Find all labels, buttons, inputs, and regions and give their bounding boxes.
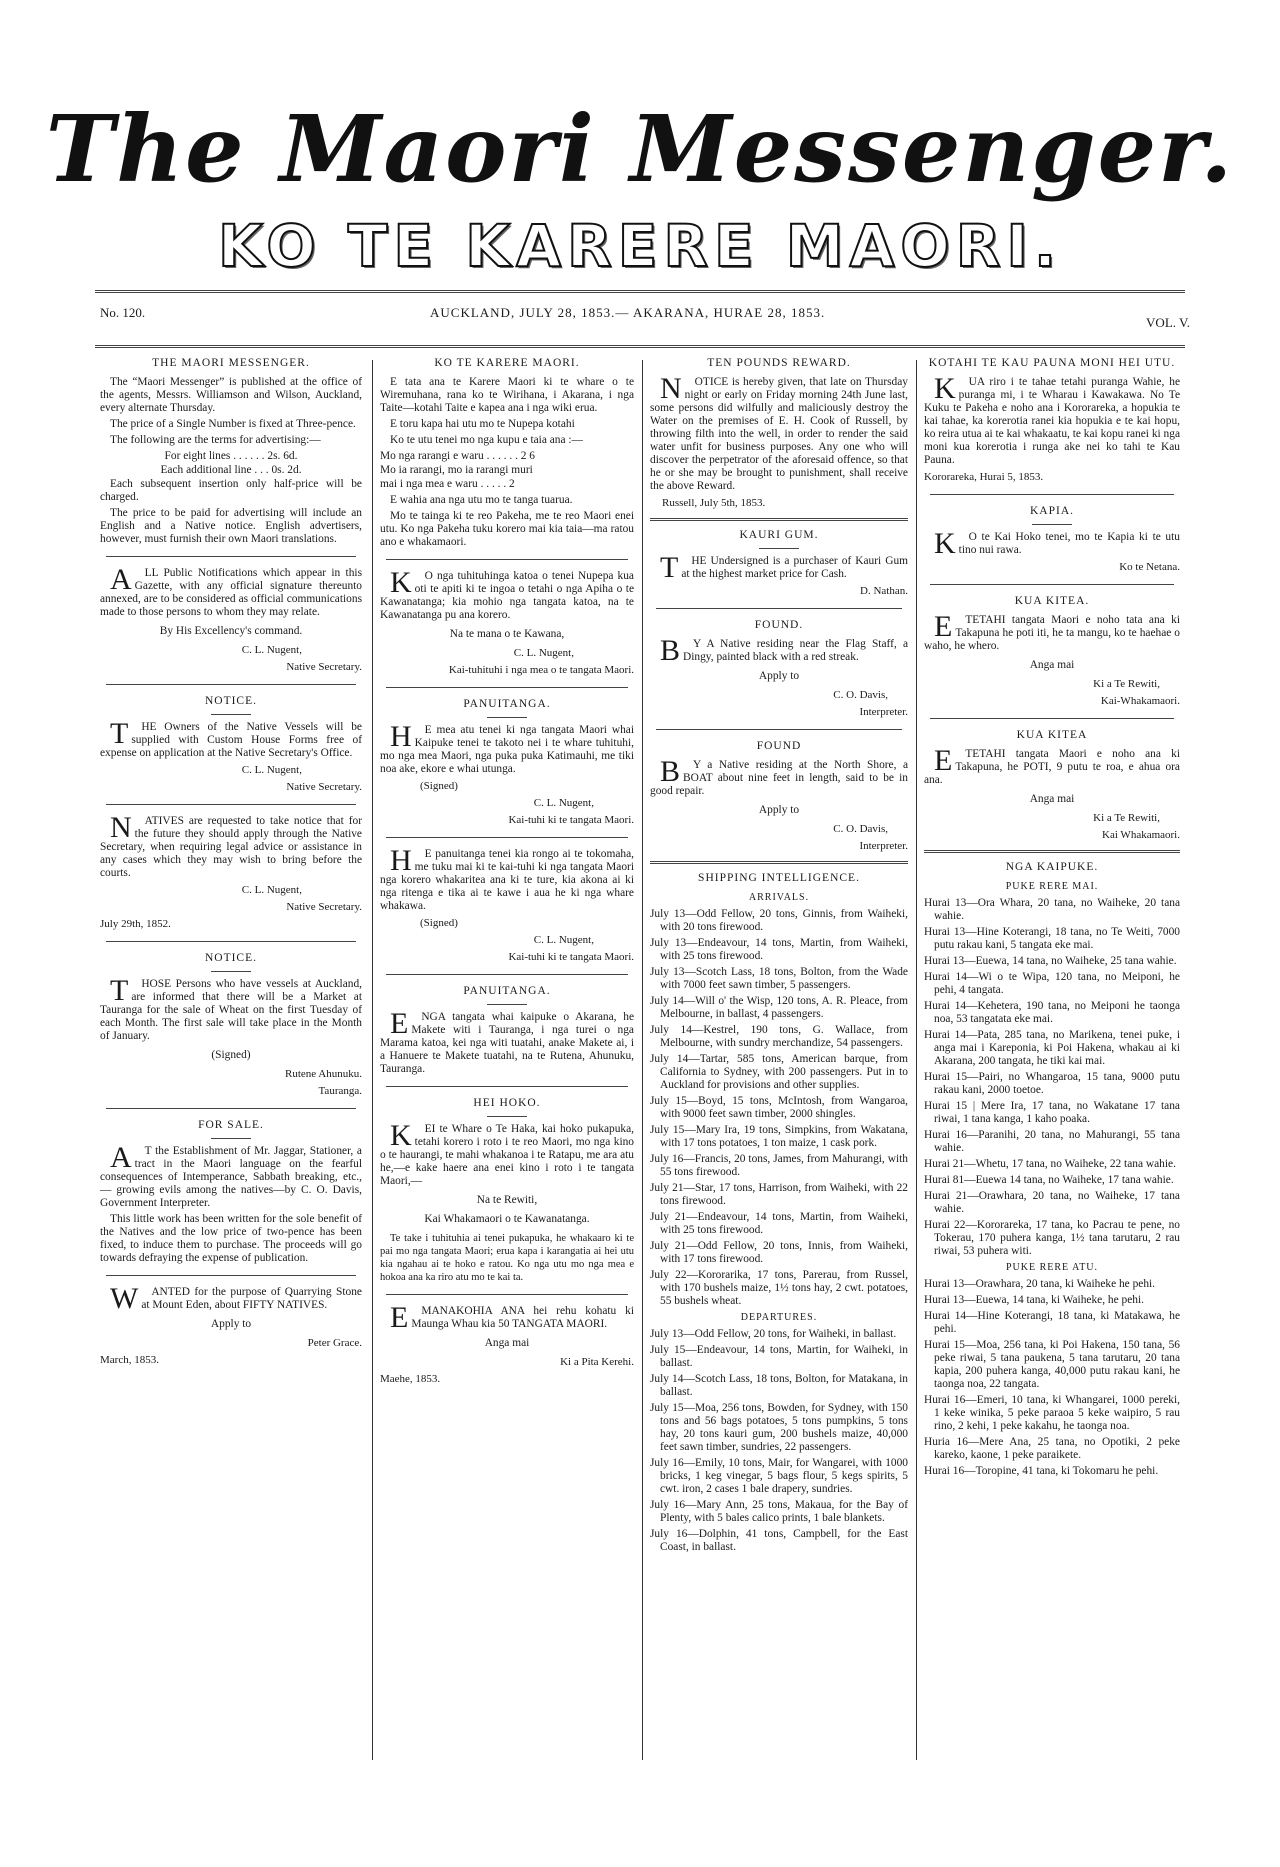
separator <box>386 1086 628 1087</box>
paragraph: This little work has been written for the sole benefit of the Natives and the low price of two-pence has been fixed, to induce them to purchase. The proceeds will go towards defraying the expense of publication. <box>100 1213 362 1264</box>
paragraph: ALL Public Notifications which appear in this Gazette, with any official signature thereunto annexed, are to be considered as official communications made to those persons to whom they may relate. <box>100 563 362 618</box>
heading: TEN POUNDS REWARD. <box>707 357 851 369</box>
heading: PANUITANGA. <box>463 698 551 710</box>
paragraph: The price to be paid for advertising will include an English and a Native notice. English advertisers, however, must furnish their own Maori translations. <box>100 507 362 545</box>
short-rule <box>211 714 251 715</box>
list-item: July 14—Kestrel, 190 tons, G. Wallace, from Melbourne, with sundry merchandize, 54 passengers. <box>650 1024 908 1049</box>
list-item: Hurai 13—Orawhara, 20 tana, ki Waiheke he pehi. <box>924 1278 1156 1290</box>
signature-title: Interpreter. <box>859 840 908 852</box>
list-item: July 16—Mary Ann, 25 tons, Makaua, for the Bay of Plenty, with 5 bales calico prints, 1 bale blankets. <box>650 1499 908 1524</box>
paragraph: AT the Establishment of Mr. Jaggar, Stationer, a tract in the Maori language on the fearful consequences of Intemperance, Sabbath breaking, etc., — growing evils among the natives—by C. O. Davis, Government Interpreter. <box>100 1141 362 1209</box>
signature: Ki a Te Rewiti, <box>1093 678 1160 690</box>
list-item: Hurai 16—Emeri, 10 tana, ki Whangarei, 1000 pereki, 1 keke winika, 5 peke paraoa 5 keke waipiro, 5 rau rino, 2 kehi, 1 peke kakahu, he taonga noa. <box>924 1394 1180 1432</box>
apply-label: Anga mai <box>1029 659 1075 671</box>
column-divider <box>916 360 917 1760</box>
list-item: July 21—Odd Fellow, 20 tons, Innis, from Waiheki, with 17 tons firewood. <box>650 1240 908 1265</box>
separator <box>106 556 356 557</box>
heading: NOTICE. <box>204 695 258 707</box>
list-item: July 22—Kororarika, 17 tons, Parerau, from Russel, with 170 bushels maize, 1½ tons hay, 2 cwt. potatoes, 55 bushels wheat. <box>650 1269 908 1307</box>
paragraph: E wahia ana nga utu mo te tanga tuarua. <box>390 494 573 506</box>
heading: FOUND. <box>754 619 804 631</box>
separator <box>650 861 908 864</box>
column-2 <box>380 355 634 1857</box>
column-4 <box>924 355 1180 1857</box>
paragraph: The following are the terms for advertising:— <box>110 434 321 446</box>
list-item: Hurai 15—Pairi, no Whangaroa, 15 tana, 9000 putu rakau kani, 2000 toetoe. <box>924 1071 1180 1096</box>
paragraph: NATIVES are requested to take notice that for the future they should apply through the Native Secretary, when requiring legal advice or assistance in any cases which they may wish to bring before the courts. <box>100 811 362 879</box>
masthead-rule <box>95 290 1185 293</box>
issue-date: AUCKLAND, JULY 28, 1853.— AKARANA, HURAE 28, 1853. <box>430 305 826 320</box>
arrivals-list <box>924 897 1180 1258</box>
heading: KOTAHI TE KAU PAUNA MONI HEI UTU. <box>928 357 1176 369</box>
signature: Rutene Ahunuku. <box>285 1068 362 1080</box>
list-item: July 13—Scotch Lass, 18 tons, Bolton, from the Wade with 7000 feet sawn timber, 5 passengers. <box>650 966 908 991</box>
separator <box>924 850 1180 853</box>
list-item: Hurai 14—Pata, 285 tana, no Marikena, tenei puke, i anga mai i Kareponia, ki Poi Hakena, whakau ai ki Akarana, 200 tangata, he tiki kai mai. <box>924 1029 1180 1067</box>
separator <box>656 608 902 609</box>
separator <box>106 1108 356 1109</box>
signature: Peter Grace. <box>307 1337 362 1349</box>
paragraph: KO te Kai Hoko tenei, mo te Kapia ki te utu tino nui rawa. <box>934 527 1180 560</box>
signed-label: (Signed) <box>420 917 458 929</box>
short-rule <box>759 548 799 549</box>
date-line: Russell, July 5th, 1853. <box>662 497 766 509</box>
heading: KUA KITEA <box>1016 729 1088 741</box>
list-item: July 15—Endeavour, 14 tons, Martin, for Waiheki, in ballast. <box>650 1344 908 1369</box>
masthead-subtitle: KO TE KARERE MAORI. <box>218 212 1062 280</box>
date-line: July 29th, 1852. <box>100 918 171 930</box>
paragraph: KUA riro i te tahae tetahi puranga Wahie, he puranga mi, i te Wharau i Kawakawa. No Te Kuku te Pakeha e noho ana i Kororareka, a hopukia te kai tahae, ka korerotia ranei kia hopukia e te kai hopu, ko reira utua ai te kai whakaatu, te kai kopu ranei ki nga moni kua korerotia i runga ake nei ko tahi te Kau Pauna. <box>924 372 1180 466</box>
apply-label: Apply to <box>210 1318 252 1330</box>
list-item: July 14—Will o' the Wisp, 120 tons, A. R. Pleace, from Melbourne, in ballast, 4 passengers. <box>650 995 908 1020</box>
heading: FOR SALE. <box>198 1119 264 1131</box>
signature-title: Kai-tuhi ki te tangata Maori. <box>508 814 634 826</box>
volume-number: VOL. V. <box>1146 315 1190 330</box>
heading: NOTICE. <box>204 952 258 964</box>
heading: HEI HOKO. <box>473 1097 541 1109</box>
short-rule <box>487 1004 527 1005</box>
list-item: July 13—Endeavour, 14 tons, Martin, from Waiheki, with 25 tons firewood. <box>650 937 908 962</box>
heading: KAURI GUM. <box>739 529 819 541</box>
list-item: July 21—Endeavour, 14 tons, Martin, from Waiheki, with 25 tons firewood. <box>650 1211 908 1236</box>
heading: FOUND <box>756 740 802 752</box>
paragraph: E tata ana te Karere Maori ki te whare o te Wiremuhana, rana ko te Wirihana, i Akarana, i nga Taite—kotahi Taite e kapea ana i nga wiki erua. <box>380 376 634 414</box>
list-item: Hurai 14—Hine Koterangi, 18 tana, ki Matakawa, he pehi. <box>924 1310 1180 1335</box>
subheading: PUKE RERE MAI. <box>1005 881 1099 892</box>
date-line: Kororareka, Hurai 5, 1853. <box>924 471 1044 483</box>
separator <box>930 584 1174 585</box>
separator <box>106 941 356 942</box>
separator <box>386 837 628 838</box>
short-rule <box>1032 524 1072 525</box>
column-1 <box>100 355 362 1857</box>
departures-list <box>924 1278 1180 1478</box>
separator <box>106 684 356 685</box>
paragraph: HE mea atu tenei ki nga tangata Maori whai Kaipuke tenei te takoto nei i te whare tuhituhi, mo nga mea Maori, nga puka puka Katimauhi, me tiki noa ake, ekore e whai utunga. <box>380 720 634 775</box>
signature: Ki a Pita Kerehi. <box>560 1356 634 1368</box>
list-item: Hurai 14—Wi o te Wipa, 120 tana, no Meiponi, he pehi, 4 tangata. <box>924 971 1180 996</box>
paragraph: KO nga tuhituhinga katoa o tenei Nupepa kua oti te apiti ki te ingoa o tetahi o nga Apiha o te Kawanatanga; kia mohio nga tangata katoa, na te Kawanatanga pu ana korero. <box>380 566 634 621</box>
command-line: Na te mana o te Kawana, <box>449 628 565 640</box>
paragraph: ETETAHI tangata Maori e noho tata ana ki Takapuna he poti iti, he ta mangu, ko te haehae o waho, he whero. <box>924 610 1180 652</box>
list-item: July 13—Odd Fellow, 20 tons, for Waiheki, in ballast. <box>650 1328 897 1340</box>
list-item: July 21—Star, 17 tons, Harrison, from Waiheki, with 22 tons firewood. <box>650 1182 908 1207</box>
list-item: July 13—Odd Fellow, 20 tons, Ginnis, from Waiheki, with 20 tons firewood. <box>650 908 908 933</box>
paragraph: ENGA tangata whai kaipuke o Akarana, he Makete witi i Tauranga, i nga turei o nga Marama katoa, kei nga witi tuatahi, anake Makete ai, i a Hanuere te Makete tuatahi, na te Rutena, Ahunuku, Tauranga. <box>380 1007 634 1075</box>
arrivals-list <box>650 908 908 1308</box>
separator <box>930 718 1174 719</box>
heading: PANUITANGA. <box>463 985 551 997</box>
heading: SHIPPING INTELLIGENCE. <box>698 872 860 884</box>
list-item: Hurai 13—Hine Koterangi, 18 tana, no Te Weiti, 7000 putu rakau kani, 5 tangata eke mai. <box>924 926 1180 951</box>
list-item: Hurai 21—Whetu, 17 tana, no Waiheke, 22 tana wahie. <box>924 1158 1176 1170</box>
list-item: July 15—Moa, 256 tons, Bowden, for Sydney, with 150 tons and 56 bags potatoes, 5 tons pumpkins, 5 tons hay, 20 tons kauri gum, 200 bushels maize, 40,000 feet sawn timber, sundries, 22 passengers. <box>650 1402 908 1453</box>
signature: C. L. Nugent, <box>241 764 302 776</box>
list-item: Hurai 15—Moa, 256 tana, ki Poi Hakena, 150 tana, 56 peke riwai, 5 tana paukena, 5 tana tarutaru, 20 tana kapia, 200 puhera kanga, 40,000 putu rakau kani, he taonga noa, 22 tangata. <box>924 1339 1180 1390</box>
signature-title: Native Secretary. <box>286 781 362 793</box>
separator <box>656 729 902 730</box>
command-line: By His Excellency's command. <box>159 625 303 637</box>
signature-title: Native Secretary. <box>286 661 362 673</box>
paragraph: NOTICE is hereby given, that late on Thursday night or early on Friday morning 24th June last, some persons did wilfully and maliciously destroy the Water on the premises of E. H. Cook of Russell, by throwing filth into the well, in order to render the said water unfit for business purposes. Any one who will discover the perpetrator of the aforesaid offence, so that he or she may be brought to punishment, shall receive the above Reward. <box>650 372 908 492</box>
list-item: Huria 16—Mere Ana, 25 tana, no Opotiki, 2 peke kareko, kaone, 1 peke paraikete. <box>924 1436 1180 1461</box>
paragraph: BY a Native residing at the North Shore, a BOAT about nine feet in length, said to be in good repair. <box>650 755 908 797</box>
signed-label: (Signed) <box>211 1049 251 1061</box>
separator <box>650 518 908 521</box>
heading: NGA KAIPUKE. <box>1005 861 1099 873</box>
heading: KO TE KARERE MAORI. <box>434 357 580 369</box>
subheading: ARRIVALS. <box>748 892 810 903</box>
separator <box>386 974 628 975</box>
paragraph: THOSE Persons who have vessels at Auckland, are informed that there will be a Market at Tauranga for the sale of Wheat on the first Tuesday of each Month. The first sale will take place in the Month of January. <box>100 974 362 1042</box>
list-item: Hurai 13—Euewa, 14 tana, ki Waiheke, he pehi. <box>924 1294 1144 1306</box>
paragraph: HE panuitanga tenei kia rongo ai te tokomaha, me tuku mai ki te kai-tuhi ki nga tangata Maori nga korero whakaritea ana ki te ture, kia akona ai ki nga ritenga e tika ai te kawe i aua he ki nga whare whakawa. <box>380 844 634 912</box>
signature: Ko te Netana. <box>1119 561 1180 573</box>
signature: D. Nathan. <box>860 585 908 597</box>
signature: C. L. Nugent, <box>533 797 594 809</box>
signature-title: Kai Whakamaori o te Kawanatanga. <box>424 1213 590 1225</box>
signature: C. O. Davis, <box>833 689 888 701</box>
list-item: Hurai 21—Orawhara, 20 tana, no Waiheke, 17 tana wahie. <box>924 1190 1180 1215</box>
list-item: July 16—Emily, 10 tons, Mair, for Wangarei, with 1000 bricks, 1 keg vinegar, 5 bags flour, 5 kegs spirits, 5 cwt. iron, 2 cases 1 bale drapery, sundries. <box>650 1457 908 1495</box>
masthead-title: The Maori Messenger. <box>45 95 1235 203</box>
departures-list <box>650 1328 908 1554</box>
dateline-rule <box>95 345 1185 348</box>
paragraph: Ko te utu tenei mo nga kupu e taia ana :— <box>390 434 583 446</box>
signature: C. L. Nugent, <box>513 647 574 659</box>
list-item: Hurai 15 | Mere Ira, 17 tana, no Wakatane 17 tana riwai, 1 tana kanga, 1 kaho poaka. <box>924 1100 1180 1125</box>
paragraph: WANTED for the purpose of Quarrying Stone at Mount Eden, about FIFTY NATIVES. <box>110 1282 362 1315</box>
signature-place: Tauranga. <box>318 1085 362 1097</box>
separator <box>106 804 356 805</box>
rate-line: mai i nga mea e waru . . . . . 2 <box>380 478 515 490</box>
signature-title: Kai-tuhi ki te tangata Maori. <box>508 951 634 963</box>
signature-title: Native Secretary. <box>286 901 362 913</box>
separator <box>386 1294 628 1295</box>
paragraph: The price of a Single Number is fixed at Three-pence. <box>110 418 356 430</box>
list-item: July 16—Dolphin, 41 tons, Campbell, for the East Coast, in ballast. <box>650 1528 908 1553</box>
list-item: July 16—Francis, 20 tons, James, from Mahurangi, with 55 tons firewood. <box>650 1153 908 1178</box>
paragraph: EMANAKOHIA ANA hei rehu kohatu ki Maunga Whau kia 50 TANGATA MAORI. <box>390 1301 634 1334</box>
separator <box>106 1275 356 1276</box>
rate-line: Mo ia rarangi, mo ia rarangi muri <box>380 464 533 476</box>
signature-title: Interpreter. <box>859 706 908 718</box>
rate-line: For eight lines . . . . . . 2s. 6d. <box>164 450 298 462</box>
heading: KAPIA. <box>1029 505 1074 517</box>
signed-label: (Signed) <box>420 780 458 792</box>
signature: C. O. Davis, <box>833 823 888 835</box>
list-item: Hurai 16—Toropine, 41 tana, ki Tokomaru he pehi. <box>924 1465 1159 1477</box>
list-item: Hurai 81—Euewa 14 tana, no Waiheke, 17 tana wahie. <box>924 1174 1174 1186</box>
short-rule <box>211 971 251 972</box>
paragraph: BY A Native residing near the Flag Staff, a Dingy, painted black with a red streak. <box>660 634 908 667</box>
column-divider <box>642 360 643 1760</box>
rate-line: Each additional line . . . 0s. 2d. <box>160 464 302 476</box>
paragraph: THE Owners of the Native Vessels will be supplied with Custom House Forms free of expense on application at the Native Secretary's Office. <box>100 717 362 759</box>
date-line: March, 1853. <box>100 1354 159 1366</box>
paragraph: Te take i tuhituhia ai tenei pukapuka, he whakaaro ki te pai mo nga tangata Maori; erua kapa i karangatia ai hei utu kia ngahau ai te hoko e ratou. Ko nga utu mo nga mea e hokoa ana ka riro atu mo te kai ta. <box>380 1233 634 1283</box>
paragraph: THE Undersigned is a purchaser of Kauri Gum at the highest market price for Cash. <box>660 551 908 584</box>
apply-label: Apply to <box>758 670 800 682</box>
signature-title: Kai-Whakamaori. <box>1100 695 1180 707</box>
signature-title: Kai-tuhituhi i nga mea o te tangata Maori. <box>448 664 634 676</box>
apply-label: Apply to <box>758 804 800 816</box>
heading: KUA KITEA. <box>1014 595 1090 607</box>
list-item: Hurai 22—Kororareka, 17 tana, ko Pacrau te pene, no Tokerau, 170 puhera kanga, 1½ tana tarutaru, 2 rau riwai, 53 puhera witi. <box>924 1219 1180 1257</box>
list-item: July 14—Tartar, 585 tons, American barque, from California to Sydney, with 200 passengers. Put in to Auckland for provisions and other supplies. <box>650 1053 908 1091</box>
list-item: Hurai 13—Euewa, 14 tana, no Waiheke, 25 tana wahie. <box>924 955 1177 967</box>
signature: C. L. Nugent, <box>241 884 302 896</box>
paragraph: The “Maori Messenger” is published at the office of the agents, Messrs. Williamson and Wilson, Auckland, every alternate Thursday. <box>100 376 362 414</box>
apply-label: Anga mai <box>484 1337 530 1349</box>
issue-number: No. 120. <box>100 305 146 320</box>
list-item: July 15—Boyd, 15 tons, McIntosh, from Wangaroa, with 9000 feet sawn timber, 2000 shingles. <box>650 1095 908 1120</box>
paragraph: E toru kapa hai utu mo te Nupepa kotahi <box>390 418 575 430</box>
list-item: July 14—Scotch Lass, 18 tons, Bolton, for Matakana, in ballast. <box>650 1373 908 1398</box>
list-item: July 15—Mary Ira, 19 tons, Simpkins, from Wakatana, with 17 tons potatoes, 1 ton maize, 1 cask pork. <box>650 1124 908 1149</box>
short-rule <box>487 1116 527 1117</box>
heading: THE MAORI MESSENGER. <box>152 357 310 369</box>
rate-line: Mo nga rarangi e waru . . . . . . 2 6 <box>380 450 535 462</box>
short-rule <box>487 717 527 718</box>
signature: C. L. Nugent, <box>533 934 594 946</box>
apply-label: Anga mai <box>1029 793 1075 805</box>
date-line: Maehe, 1853. <box>380 1373 441 1385</box>
signature: C. L. Nugent, <box>241 644 302 656</box>
signature: Ki a Te Rewiti, <box>1093 812 1160 824</box>
paragraph: Each subsequent insertion only half-price will be charged. <box>100 478 362 503</box>
separator <box>386 687 628 688</box>
column-divider <box>372 360 373 1760</box>
subheading: DEPARTURES. <box>740 1312 818 1323</box>
separator <box>386 559 628 560</box>
column-3 <box>650 355 908 1857</box>
list-item: Hurai 16—Paranihi, 20 tana, no Mahurangi, 55 tana wahie. <box>924 1129 1180 1154</box>
paragraph: ETETAHI tangata Maori e noho ana ki Takapuna, he POTI, 9 putu te roa, e ahua ora ana. <box>924 744 1180 786</box>
list-item: Hurai 14—Kehetera, 190 tana, no Meiponi he taonga noa, 53 tangatata eke mai. <box>924 1000 1180 1025</box>
paragraph: KEI te Whare o Te Haka, kai hoko pukapuka, tetahi korero i roto i te reo Maori, mo nga kino o te haurangi, te mahi whakanoa i te Ratapu, me ara atu he,—e kake haere ana enei kino i roto i te tangata Maori,— <box>380 1119 634 1187</box>
paragraph: Mo te tainga ki te reo Pakeha, me te reo Maori enei utu. Ko nga Pakeha tuku korero mai kia taia—ma ratou ano e whakamaori. <box>380 510 634 548</box>
separator <box>930 494 1174 495</box>
signature: Na te Rewiti, <box>476 1194 538 1206</box>
signature-title: Kai Whakamaori. <box>1102 829 1180 841</box>
list-item: Hurai 13—Ora Whara, 20 tana, no Waiheke, 20 tana wahie. <box>924 897 1180 922</box>
subheading: PUKE RERE ATU. <box>1005 1262 1099 1273</box>
short-rule <box>211 1138 251 1139</box>
